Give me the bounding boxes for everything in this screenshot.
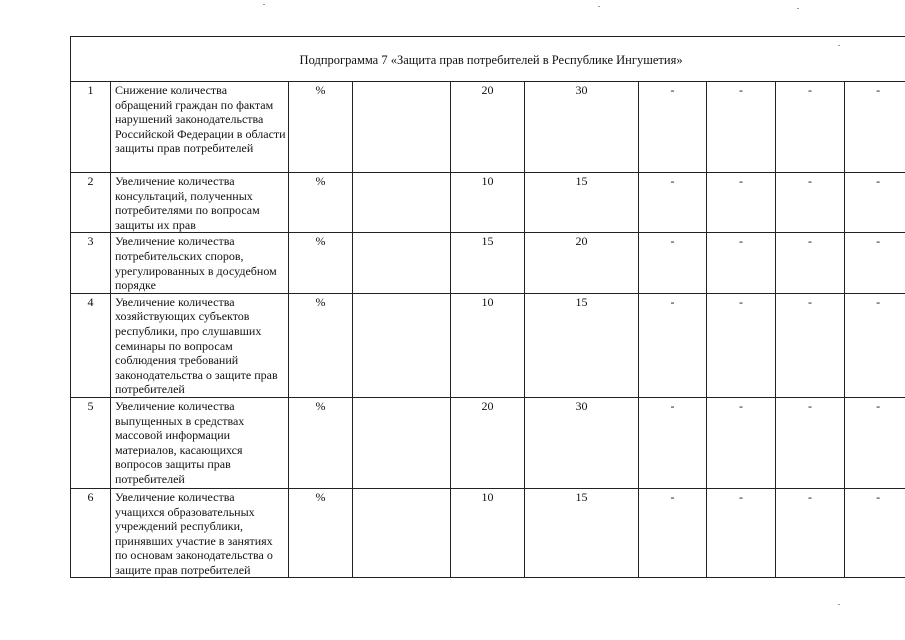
value-b-cell: 15 — [525, 293, 639, 397]
table-row — [71, 173, 905, 233]
dash-cell: - — [707, 173, 776, 233]
dash-cell: - — [639, 397, 707, 488]
dash-cell: - — [707, 233, 776, 293]
table-row — [71, 233, 905, 293]
indicator-description: Увеличение количества выпущенных в средствах массовой информации материалов, касающихся вопросов защиты прав потребителей — [111, 397, 289, 488]
row-number: 5 — [71, 397, 111, 488]
value-a-cell: 15 — [451, 233, 525, 293]
subprogram-title: Подпрограмма 7 «Защита прав потребителей в Республике Ингушетия» — [71, 37, 905, 82]
value-b-cell: 30 — [525, 397, 639, 488]
indicator-description: Увеличение количества консультаций, полученных потребителями по вопросам защиты их прав — [111, 173, 289, 233]
dash-cell: - — [639, 82, 707, 173]
value-b-cell: 15 — [525, 488, 639, 578]
scan-speck — [797, 8, 799, 9]
dash-cell: - — [776, 488, 845, 578]
row-number: 1 — [71, 82, 111, 173]
unit-cell: % — [289, 82, 353, 173]
dash-cell: - — [845, 173, 905, 233]
scan-speck — [838, 45, 840, 46]
table-row — [71, 82, 905, 173]
table-row — [71, 293, 905, 397]
value-a-cell: 20 — [451, 82, 525, 173]
dash-cell: - — [845, 233, 905, 293]
blank-cell — [353, 173, 451, 233]
indicator-description: Увеличение количества потребительских споров, урегулированных в досудебном порядке — [111, 233, 289, 293]
unit-cell: % — [289, 173, 353, 233]
dash-cell: - — [639, 233, 707, 293]
dash-cell: - — [639, 488, 707, 578]
indicators-table — [70, 36, 905, 578]
row-number: 2 — [71, 173, 111, 233]
dash-cell: - — [845, 82, 905, 173]
blank-cell — [353, 397, 451, 488]
dash-cell: - — [776, 397, 845, 488]
value-b-cell: 15 — [525, 173, 639, 233]
row-number: 4 — [71, 293, 111, 397]
value-a-cell: 20 — [451, 397, 525, 488]
title-row — [71, 37, 905, 82]
dash-cell: - — [707, 397, 776, 488]
dash-cell: - — [845, 293, 905, 397]
dash-cell: - — [776, 233, 845, 293]
row-number: 6 — [71, 488, 111, 578]
blank-cell — [353, 82, 451, 173]
blank-cell — [353, 293, 451, 397]
indicator-description: Снижение количества обращений граждан по фактам нарушений законодательства Российской Федерации в области защиты прав потребителей — [111, 82, 289, 173]
dash-cell: - — [845, 488, 905, 578]
scan-speck — [598, 6, 600, 7]
table-row — [71, 397, 905, 488]
dash-cell: - — [776, 173, 845, 233]
scan-speck — [838, 604, 840, 605]
dash-cell: - — [707, 488, 776, 578]
dash-cell: - — [639, 293, 707, 397]
dash-cell: - — [707, 293, 776, 397]
indicator-description: Увеличение количества хозяйствующих субъектов республики, про слушавших семинары по вопросам соблюдения требований законодательства о защите прав потребителей — [111, 293, 289, 397]
unit-cell: % — [289, 293, 353, 397]
blank-cell — [353, 488, 451, 578]
row-number: 3 — [71, 233, 111, 293]
unit-cell: % — [289, 488, 353, 578]
value-b-cell: 20 — [525, 233, 639, 293]
indicator-description: Увеличение количества учащихся образовательных учреждений республики, принявших участие в занятиях по основам законодательства о защите прав потребителей — [111, 488, 289, 578]
unit-cell: % — [289, 233, 353, 293]
table-row — [71, 488, 905, 578]
value-a-cell: 10 — [451, 173, 525, 233]
unit-cell: % — [289, 397, 353, 488]
dash-cell: - — [639, 173, 707, 233]
value-b-cell: 30 — [525, 82, 639, 173]
scan-speck — [263, 4, 265, 5]
dash-cell: - — [707, 82, 776, 173]
dash-cell: - — [776, 293, 845, 397]
blank-cell — [353, 233, 451, 293]
value-a-cell: 10 — [451, 488, 525, 578]
value-a-cell: 10 — [451, 293, 525, 397]
dash-cell: - — [776, 82, 845, 173]
dash-cell: - — [845, 397, 905, 488]
